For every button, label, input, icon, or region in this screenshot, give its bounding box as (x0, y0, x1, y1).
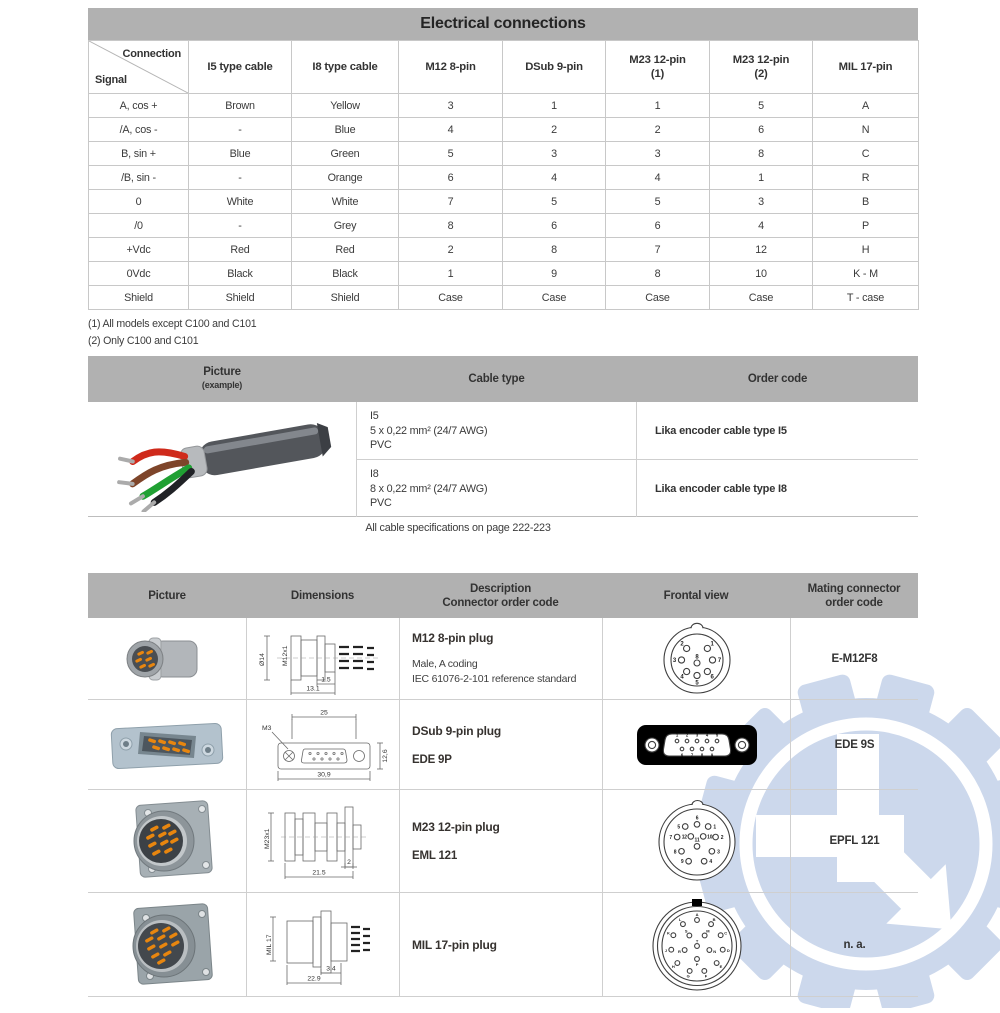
dsub-description-cell: DSub 9-pin plug EDE 9P (399, 700, 602, 789)
signal-row (89, 94, 919, 118)
pin-assignment-cell: 6 (710, 118, 813, 142)
dsub-connector-photo (104, 712, 230, 778)
pin-assignment-cell: Shield (189, 286, 292, 310)
cable-row-i8 (356, 459, 918, 517)
pin-assignment-cell: 12 (710, 238, 813, 262)
dsub-frontal-view-cell (602, 700, 790, 789)
svg-text:30,9: 30,9 (317, 771, 331, 778)
svg-text:J: J (664, 947, 667, 953)
pin-assignment-cell: N (813, 118, 919, 142)
pin-assignment-cell: 3 (606, 142, 710, 166)
signal-row (89, 118, 919, 142)
cable-type-cell: I8 8 x 0,22 mm² (24/7 AWG) PVC (356, 460, 637, 517)
signal-cell: 0Vdc (89, 262, 189, 286)
col-header-m23-1: M23 12-pin (1) (606, 41, 710, 94)
svg-text:MIL 17: MIL 17 (266, 933, 273, 955)
corner-header-cell (89, 41, 189, 94)
m23-dimension-drawing (257, 799, 389, 883)
pin-assignment-cell: Grey (292, 214, 399, 238)
svg-text:7: 7 (717, 657, 721, 664)
order-code-cell: Lika encoder cable type I8 (655, 482, 787, 495)
m23-frontal-view-cell (602, 790, 790, 892)
signal-row (89, 190, 919, 214)
svg-text:5: 5 (694, 680, 699, 686)
pin-assignment-cell: 6 (606, 214, 710, 238)
col-header-mil: MIL 17-pin (813, 41, 919, 94)
signal-cell: A, cos + (89, 94, 189, 118)
pin-assignment-cell: P (813, 214, 919, 238)
svg-text:1: 1 (709, 640, 714, 647)
svg-text:A: A (695, 911, 698, 917)
svg-text:13.1: 13.1 (306, 685, 320, 692)
corner-connection-label: Connection (122, 48, 181, 60)
svg-text:12,6: 12,6 (382, 748, 389, 763)
dsub-dimension-drawing (248, 705, 398, 785)
pin-assignment-cell: 2 (503, 118, 606, 142)
svg-text:M12x1: M12x1 (282, 645, 289, 666)
pin-assignment-cell: Shield (292, 286, 399, 310)
pin-assignment-cell: 4 (710, 214, 813, 238)
svg-text:22.9: 22.9 (307, 975, 321, 982)
svg-text:2: 2 (347, 859, 351, 866)
pin-assignment-cell: Orange (292, 166, 399, 190)
header-dimensions: Dimensions (290, 589, 355, 602)
pin-assignment-cell: Green (292, 142, 399, 166)
pin-assignment-cell: A (813, 94, 919, 118)
svg-text:K: K (666, 929, 670, 935)
svg-text:2: 2 (679, 640, 684, 647)
svg-text:S: S (684, 928, 687, 934)
header-row (89, 41, 919, 94)
m12-connector-photo (119, 627, 215, 691)
pin-assignment-cell: H (813, 238, 919, 262)
cable-table-body (88, 402, 918, 517)
pin-assignment-cell: Red (189, 238, 292, 262)
svg-text:3.4: 3.4 (326, 965, 336, 972)
svg-text:M3: M3 (262, 724, 272, 732)
svg-text:9: 9 (710, 752, 713, 757)
svg-text:6: 6 (695, 815, 698, 822)
mil-description-cell: MIL 17-pin plug (399, 893, 602, 996)
pin-assignment-cell: 3 (399, 94, 503, 118)
pin-assignment-cell: 8 (399, 214, 503, 238)
electrical-connections-table (88, 40, 919, 310)
svg-text:Ø14: Ø14 (259, 652, 266, 666)
m23-description-cell: M23 12-pin plug EML 121 (399, 790, 602, 892)
m23-connector-photo (112, 795, 222, 887)
pin-assignment-cell: 1 (399, 262, 503, 286)
mil-dimensions-cell (246, 893, 399, 996)
m12-frontal-view-cell (602, 618, 790, 699)
mil-frontal-view (649, 897, 745, 993)
pin-assignment-cell: 2 (399, 238, 503, 262)
pin-assignment-cell: 6 (503, 214, 606, 238)
svg-text:C: C (723, 929, 727, 935)
connector-row-m12 (88, 618, 918, 700)
cable-picture-cell (88, 402, 356, 517)
mil-photo-cell (88, 893, 246, 996)
cable-photo (102, 406, 342, 512)
header-cable-type: Cable type (468, 372, 525, 385)
signal-cell: 0 (89, 190, 189, 214)
header-order-code: Order code (747, 372, 808, 385)
pin-assignment-cell: Case (710, 286, 813, 310)
m12-description-cell: M12 8-pin plug Male, A coding IEC 61076-2-101 reference standard (399, 618, 602, 699)
svg-text:G: G (686, 973, 690, 979)
pin-assignment-cell: B (813, 190, 919, 214)
svg-text:2: 2 (720, 835, 723, 842)
col-header-i8: I8 type cable (292, 41, 399, 94)
pin-assignment-cell: 7 (606, 238, 710, 262)
pin-assignment-cell: 1 (606, 94, 710, 118)
pin-assignment-cell: 1 (710, 166, 813, 190)
pin-assignment-cell: Blue (292, 118, 399, 142)
svg-text:8: 8 (673, 849, 676, 856)
pin-assignment-cell: 5 (399, 142, 503, 166)
pin-assignment-cell: R (813, 166, 919, 190)
pin-assignment-cell: 10 (710, 262, 813, 286)
m23-frontal-view (654, 798, 740, 884)
pin-assignment-cell: Case (503, 286, 606, 310)
col-header-i5: I5 type cable (189, 41, 292, 94)
pin-assignment-cell: 4 (399, 118, 503, 142)
dsub-frontal-view (635, 716, 759, 774)
signal-cell: +Vdc (89, 238, 189, 262)
svg-text:H: H (671, 963, 675, 969)
pin-assignment-cell: White (189, 190, 292, 214)
pin-assignment-cell: Red (292, 238, 399, 262)
pin-assignment-cell: 5 (503, 190, 606, 214)
pin-assignment-cell: Blue (189, 142, 292, 166)
signal-cell: /0 (89, 214, 189, 238)
svg-text:P: P (695, 961, 698, 967)
header-frontal-view: Frontal view (663, 589, 729, 602)
svg-text:E: E (719, 963, 722, 969)
pin-assignment-cell: 2 (606, 118, 710, 142)
pin-assignment-cell: Yellow (292, 94, 399, 118)
pin-assignment-cell: Case (399, 286, 503, 310)
signal-cell: B, sin + (89, 142, 189, 166)
signal-row (89, 142, 919, 166)
svg-text:4: 4 (705, 732, 708, 737)
svg-text:8: 8 (694, 654, 699, 660)
pin-assignment-cell: Black (292, 262, 399, 286)
svg-text:1: 1 (675, 732, 678, 737)
svg-text:L: L (678, 916, 681, 922)
signal-row (89, 214, 919, 238)
m12-photo-cell (88, 618, 246, 699)
col-header-dsub: DSub 9-pin (503, 41, 606, 94)
dsub-photo-cell (88, 700, 246, 789)
pin-assignment-cell: 3 (710, 190, 813, 214)
header-mating-connector: Mating connector order code (807, 582, 901, 609)
m12-dimension-drawing (257, 620, 389, 698)
signal-cell: Shield (89, 286, 189, 310)
mil-frontal-view-cell (602, 893, 790, 996)
svg-text:D: D (726, 947, 730, 953)
pin-assignment-cell: - (189, 166, 292, 190)
svg-text:T: T (695, 938, 698, 943)
dsub-dimensions-cell (246, 700, 399, 789)
header-picture: Picture (example) (201, 366, 243, 390)
svg-text:B: B (712, 916, 715, 922)
connector-row-dsub (88, 700, 918, 790)
signal-row (89, 262, 919, 286)
m23-mating-code-cell: EPFL 121 (790, 790, 918, 892)
col-header-m12: M12 8-pin (399, 41, 503, 94)
pin-assignment-cell: 3 (503, 142, 606, 166)
electrical-connections-section (88, 8, 918, 310)
m23-photo-cell (88, 790, 246, 892)
svg-text:3: 3 (695, 732, 698, 737)
svg-text:3: 3 (716, 849, 720, 856)
pin-assignment-cell: 4 (606, 166, 710, 190)
cable-row-i5 (356, 402, 918, 459)
svg-text:N: N (712, 948, 716, 954)
svg-text:7: 7 (668, 835, 672, 842)
footnote-2: (2) Only C100 and C101 (88, 334, 199, 347)
pin-assignment-cell: T - case (813, 286, 919, 310)
signal-row (89, 286, 919, 310)
cable-table-header (88, 356, 918, 402)
svg-text:3: 3 (672, 657, 676, 664)
cable-type-cell: I5 5 x 0,22 mm² (24/7 AWG) PVC (356, 402, 637, 459)
pin-assignment-cell: 8 (606, 262, 710, 286)
signal-cell: /B, sin - (89, 166, 189, 190)
connector-row-m23 (88, 790, 918, 893)
mil-dimension-drawing (257, 903, 389, 987)
connectors-section (88, 573, 918, 997)
m12-dimensions-cell (246, 618, 399, 699)
signal-row (89, 238, 919, 262)
svg-text:M: M (705, 928, 709, 934)
svg-text:11: 11 (694, 837, 699, 844)
mil-connector-photo (112, 898, 222, 992)
pin-assignment-cell: 5 (606, 190, 710, 214)
pin-assignment-cell: 8 (710, 142, 813, 166)
pin-assignment-cell: 9 (503, 262, 606, 286)
pin-assignment-cell: Brown (189, 94, 292, 118)
signal-row (89, 166, 919, 190)
connector-row-mil (88, 893, 918, 997)
pin-assignment-cell: White (292, 190, 399, 214)
pin-assignment-cell: 6 (399, 166, 503, 190)
svg-text:6: 6 (709, 674, 714, 681)
svg-text:21.5: 21.5 (312, 869, 326, 877)
svg-text:2: 2 (685, 732, 688, 737)
svg-text:4: 4 (679, 674, 684, 681)
mil-mating-code-cell: n. a. (790, 893, 918, 996)
pin-assignment-cell: Black (189, 262, 292, 286)
m12-mating-code-cell: E-M12F8 (790, 618, 918, 699)
header-description: Description Connector order code (442, 582, 559, 609)
svg-text:1.5: 1.5 (321, 676, 331, 683)
svg-text:7: 7 (690, 752, 693, 757)
pin-assignment-cell: - (189, 118, 292, 142)
svg-text:M23x1: M23x1 (264, 828, 271, 849)
footnotes (88, 316, 257, 349)
footnote-1: (1) All models except C100 and C101 (88, 318, 257, 330)
svg-text:R: R (677, 948, 681, 954)
pin-assignment-cell: 5 (710, 94, 813, 118)
connectors-table-header (88, 573, 918, 618)
pin-assignment-cell: C (813, 142, 919, 166)
svg-text:10: 10 (706, 834, 712, 841)
col-header-m23-2: M23 12-pin (2) (710, 41, 813, 94)
svg-text:1: 1 (712, 824, 716, 831)
svg-text:5: 5 (676, 824, 680, 831)
svg-text:9: 9 (680, 859, 683, 866)
svg-text:25: 25 (320, 709, 328, 716)
order-code-cell: Lika encoder cable type I5 (655, 424, 787, 437)
svg-text:4: 4 (708, 859, 712, 866)
corner-signal-label: Signal (95, 74, 127, 86)
pin-assignment-cell: 7 (399, 190, 503, 214)
svg-text:12: 12 (681, 834, 687, 841)
header-picture: Picture (148, 589, 186, 602)
svg-text:8: 8 (700, 752, 703, 757)
pin-assignment-cell: Case (606, 286, 710, 310)
section-title: Electrical connections (88, 8, 918, 40)
pin-assignment-cell: 1 (503, 94, 606, 118)
svg-text:6: 6 (680, 752, 683, 757)
m12-frontal-view (658, 622, 736, 696)
svg-text:F: F (704, 973, 707, 979)
svg-text:5: 5 (715, 732, 718, 737)
cable-spec-note: All cable specifications on page 222-223 (365, 522, 551, 534)
pin-assignment-cell: K - M (813, 262, 919, 286)
signal-cell: /A, cos - (89, 118, 189, 142)
dsub-mating-code-cell: EDE 9S (790, 700, 918, 789)
pin-assignment-cell: 8 (503, 238, 606, 262)
cable-type-section (88, 356, 918, 517)
pin-assignment-cell: - (189, 214, 292, 238)
m23-dimensions-cell (246, 790, 399, 892)
pin-assignment-cell: 4 (503, 166, 606, 190)
